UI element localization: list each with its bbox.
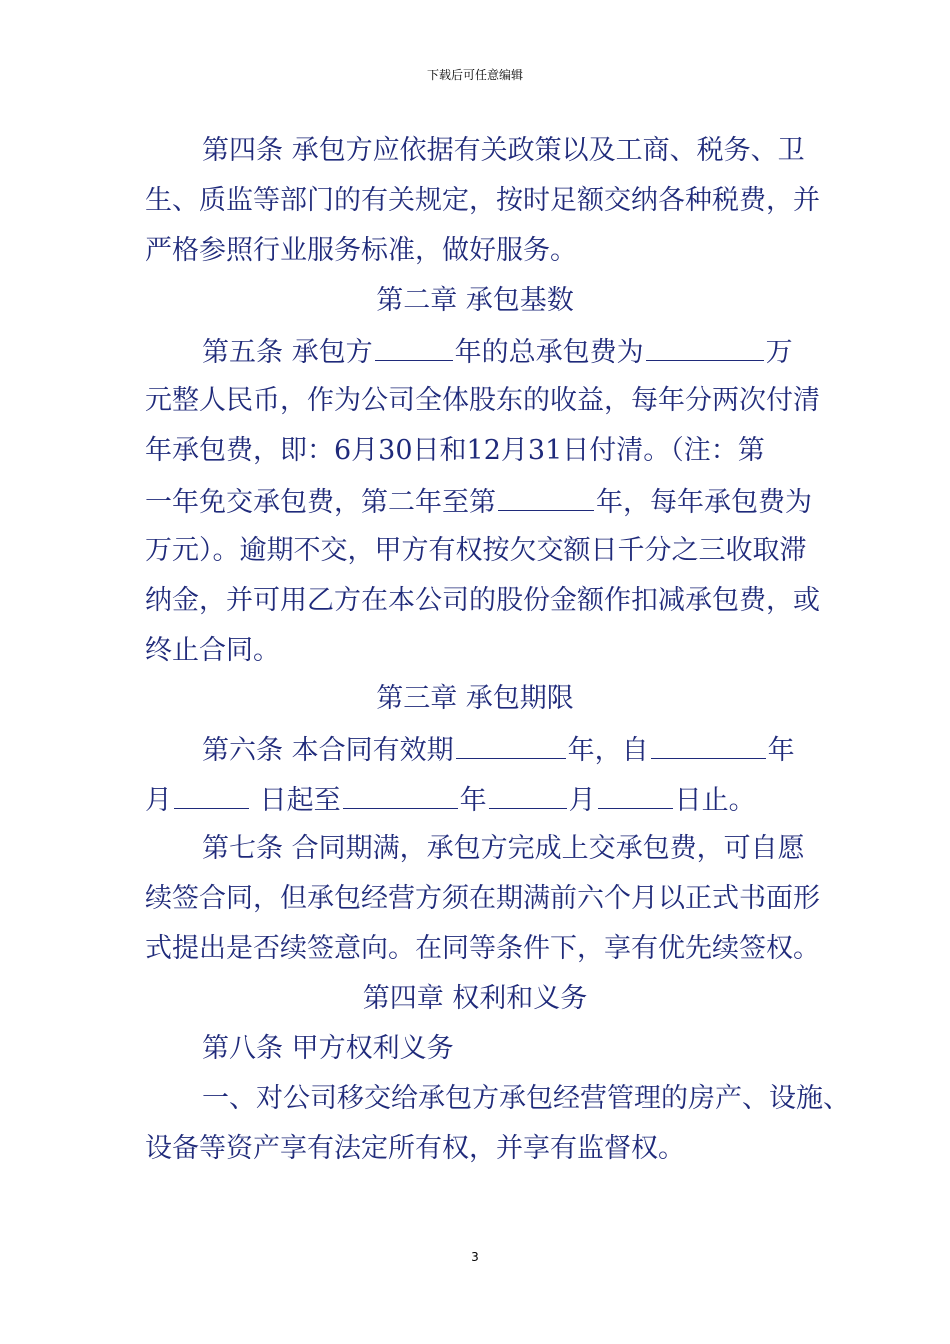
blank-field: [646, 334, 764, 361]
article5-line7: 终止合同。: [145, 635, 280, 666]
blank-field: [456, 732, 566, 759]
chapter4-title: 第四章 权利和义务: [362, 983, 588, 1014]
article5-line4: [145, 484, 825, 520]
blank-field: [489, 782, 567, 809]
article7-line3: 式提出是否续签意向。在同等条件下，享有优先续签权。: [145, 933, 820, 964]
article6-line1-text-b: 年，自: [567, 735, 649, 766]
blank-field: [598, 782, 673, 809]
article6-line2-text-b: 日起至: [251, 785, 341, 816]
article5-line4-text-a: 一年免交承包费，第二年至第: [145, 487, 496, 518]
article6-line1: [202, 732, 882, 768]
article6-line2-text-e: 日止。: [674, 785, 756, 816]
article6-line1-text-a: 第六条 本合同有效期: [202, 735, 454, 766]
article8-item1-line2: 设备等资产享有法定所有权，并享有监督权。: [145, 1133, 685, 1164]
article7-line2: 续签合同，但承包经营方须在期满前六个月以正式书面形: [145, 883, 820, 914]
article6-line2: [145, 782, 825, 818]
article6-line2-text-a: 月: [145, 785, 172, 816]
article5-line6: 纳金，并可用乙方在本公司的股份金额作扣减承包费，或: [145, 585, 820, 616]
article7-line1: 第七条 合同期满，承包方完成上交承包费，可自愿: [202, 833, 805, 864]
article6-line2-text-d: 月: [568, 785, 596, 816]
article5-line5: 万元）。逾期不交，甲方有权按欠交额日千分之三收取滞: [145, 535, 807, 566]
article5-line4-text-b: 年，每年承包费为: [596, 487, 812, 518]
blank-field: [651, 732, 766, 759]
article4-line1: 第四条 承包方应依据有关政策以及工商、税务、卫: [202, 135, 805, 166]
article4-line2: 生、质监等部门的有关规定，按时足额交纳各种税费，并: [145, 185, 820, 216]
article6-line2-text-c: 年: [459, 785, 487, 816]
article6-line1-text-c: 年: [767, 735, 795, 766]
blank-field: [343, 782, 458, 809]
article8-title: 第八条 甲方权利义务: [202, 1033, 454, 1064]
article5-line1-text-b: 年的总承包费为: [454, 337, 644, 368]
page-number: 3: [471, 1250, 479, 1264]
blank-field: [498, 484, 594, 511]
article5-line2: 元整人民币，作为公司全体股东的收益，每年分两次付清: [145, 385, 820, 416]
article5-line3: 年承包费，即：6月30日和12月31日付清。（注：第: [145, 435, 765, 466]
article8-item1-line1: 一、对公司移交给承包方承包经营管理的房产、设施、: [202, 1083, 850, 1114]
page-header: 下载后可任意编辑: [426, 68, 523, 82]
blank-field: [375, 334, 453, 361]
chapter3-title: 第三章 承包期限: [376, 683, 574, 714]
blank-field: [174, 782, 249, 809]
article5-line1-text-c: 万: [765, 337, 793, 368]
article4-line3: 严格参照行业服务标准，做好服务。: [145, 235, 577, 266]
article5-line1-text-a: 第五条 承包方: [202, 337, 373, 368]
article5-line1: [202, 334, 882, 370]
chapter2-title: 第二章 承包基数: [376, 285, 574, 316]
